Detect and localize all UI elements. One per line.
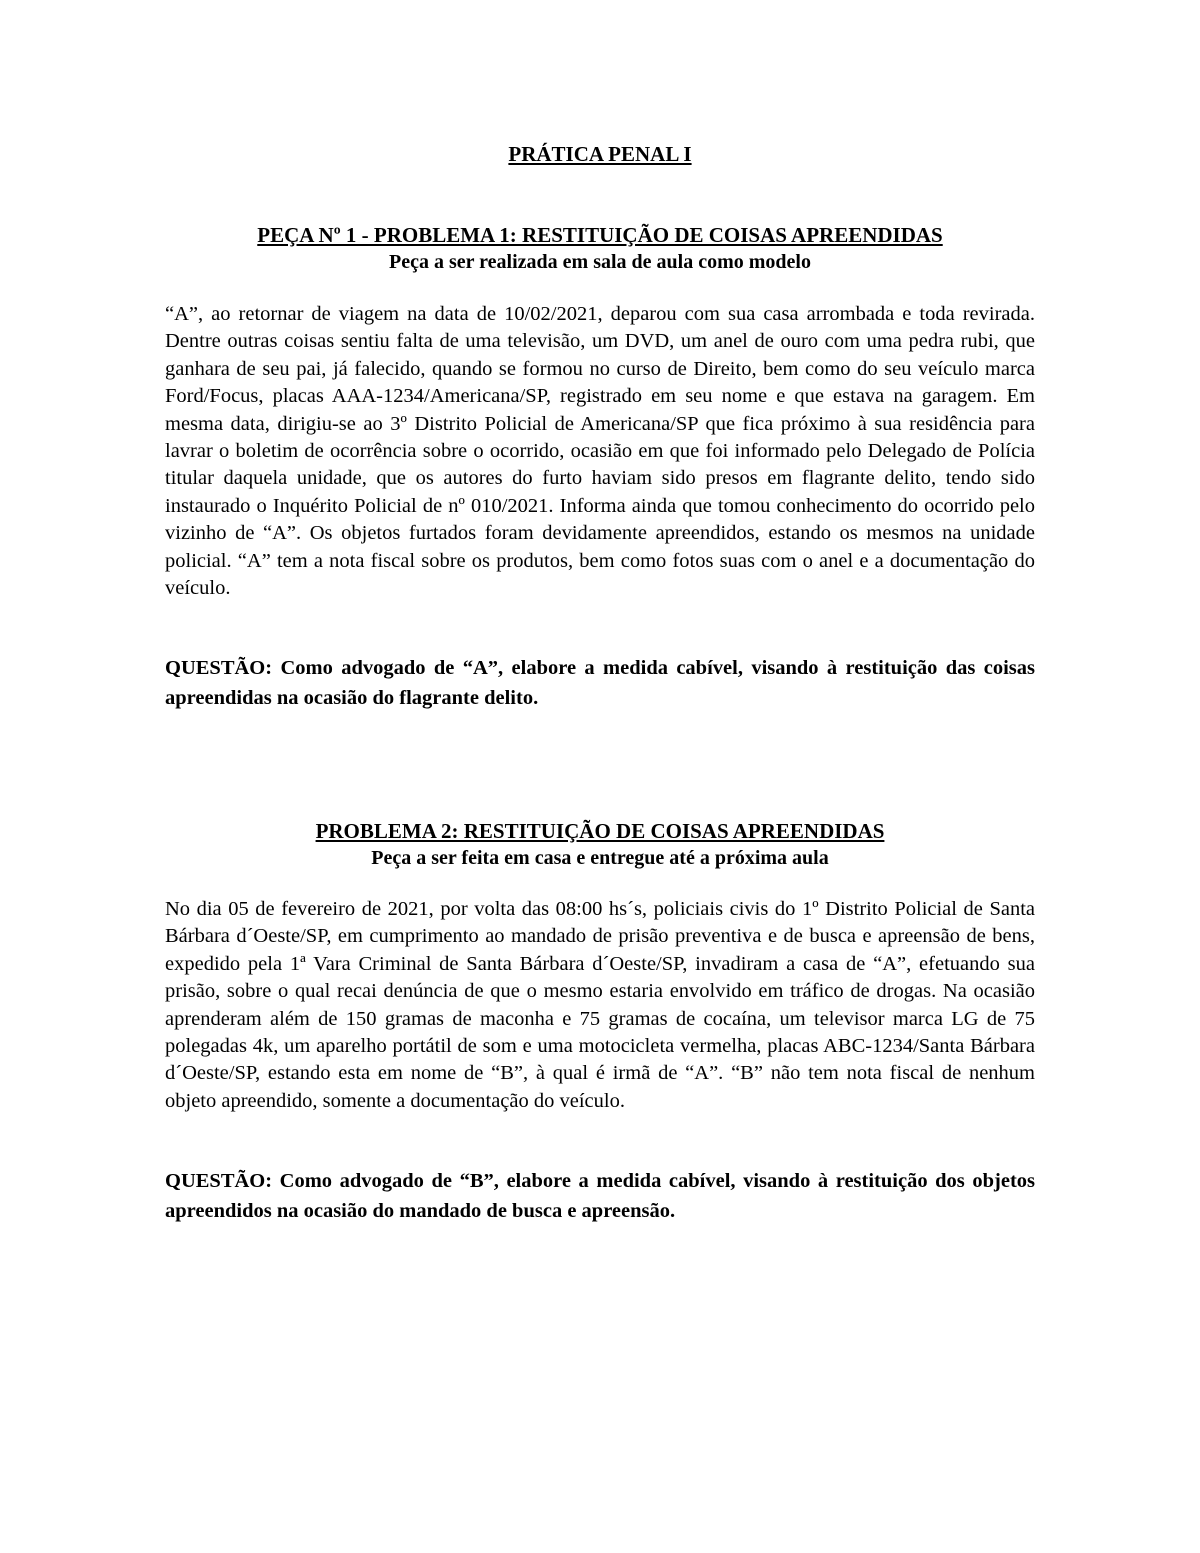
- problem2-body: No dia 05 de fevereiro de 2021, por volta das 08:00 hs´s, policiais civis do 1º Distrito Policial de Santa Bárbara d´Oeste/SP, em cumprimento ao mandado de prisão preventiva e de busca e apreensão de bens, expedido pela 1ª Vara Criminal de Santa Bárbara d´Oeste/SP, invadiram a casa de “A”, efetuando sua prisão, sobre o qual recai denúncia de que o mesmo estaria envolvido em tráfico de drogas. Na ocasião aprenderam além de 150 gramas de maconha e 75 gramas de cocaína, um televisor marca LG de 75 polegadas 4k, um aparelho portátil de som e uma motocicleta vermelha, placas ABC-1234/Santa Bárbara d´Oeste/SP, estando esta em nome de “B”, à qual é irmã de “A”. “B” não tem nota fiscal de nenhum objeto apreendido, somente a documentação do veículo.: [165, 898, 1035, 1112]
- problem1-heading: PEÇA Nº 1 - PROBLEMA 1: RESTITUIÇÃO DE COISAS APREENDIDAS: [257, 223, 943, 247]
- problem1-subheading: Peça a ser realizada em sala de aula como modelo: [389, 251, 811, 273]
- problem2-header: [165, 818, 1035, 872]
- problem1-header: [165, 222, 1035, 276]
- document-title: PRÁTICA PENAL I: [508, 142, 692, 166]
- problem2-question: QUESTÃO: Como advogado de “B”, elabore a medida cabível, visando à restituição dos objetos apreendidos na ocasião do mandado de busca e apreensão.: [165, 1170, 1035, 1222]
- problem2-heading: PROBLEMA 2: RESTITUIÇÃO DE COISAS APREENDIDAS: [315, 819, 885, 843]
- problem1-body: “A”, ao retornar de viagem na data de 10/02/2021, deparou com sua casa arrombada e toda revirada. Dentre outras coisas sentiu falta de uma televisão, um DVD, um anel de ouro com uma pedra rubi, que ganhara de seu pai, já falecido, quando se formou no curso de Direito, bem como do seu veículo marca Ford/Focus, placas AAA-1234/Americana/SP, registrado em seu nome e que estava na garagem. Em mesma data, dirigiu-se ao 3º Distrito Policial de Americana/SP que fica próximo à sua residência para lavrar o boletim de ocorrência sobre o ocorrido, ocasião em que foi informado pelo Delegado de Polícia titular daquela unidade, que os autores do furto haviam sido presos em flagrante delito, tendo sido instaurado o Inquérito Policial de nº 010/2021. Informa ainda que tomou conhecimento do ocorrido pelo vizinho de “A”. Os objetos furtados foram devidamente apreendidos, estando os mesmos na unidade policial. “A” tem a nota fiscal sobre os produtos, bem como fotos suas com o anel e a documentação do veículo.: [165, 303, 1035, 600]
- problem2-subheading: Peça a ser feita em casa e entregue até a próxima aula: [371, 847, 829, 869]
- problem1-question: QUESTÃO: Como advogado de “A”, elabore a medida cabível, visando à restituição das coisas apreendidas na ocasião do flagrante delito.: [165, 657, 1035, 709]
